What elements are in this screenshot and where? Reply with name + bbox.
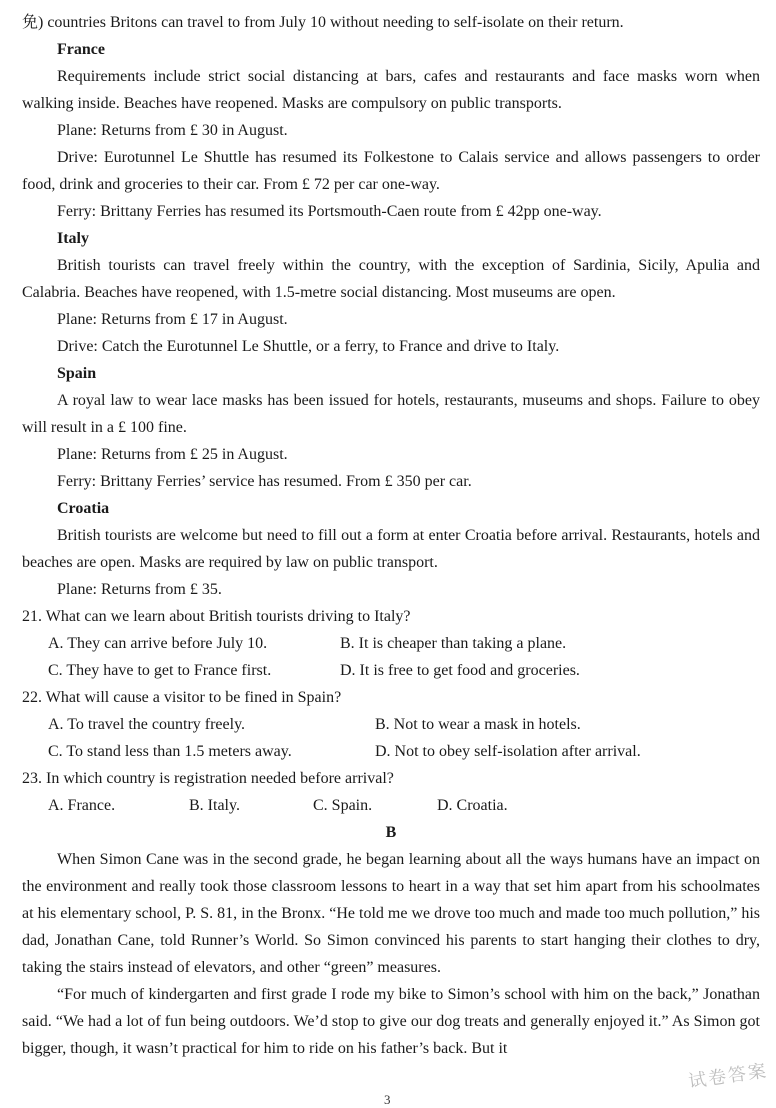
q23-option-d[interactable]: D. Croatia. [437, 797, 508, 814]
question-23-options-row [22, 792, 760, 819]
question-21-options-row1 [22, 630, 760, 657]
italy-drive: Drive: Catch the Eurotunnel Le Shuttle, or a ferry, to France and drive to Italy. [57, 338, 560, 355]
section-b-paragraph-1: When Simon Cane was in the second grade, he began learning about all the ways humans have an impact on the environment and really took those classroom lessons to heart in a way that set him apart from his schoolmates at his elementary school, P. S. 81, in the Bronx. “He told me we drove too much and made too much pollution,” his dad, Jonathan Cane, told Runner’s World. So Simon convinced his parents to start hanging their clothes to dry, taking the stairs instead of elevators, and other “green” measures. [22, 851, 760, 976]
section-b-title: B [385, 824, 397, 841]
question-21-options-row2 [22, 657, 760, 684]
q22-option-c[interactable]: C. To stand less than 1.5 meters away. [48, 743, 292, 760]
heading-italy: Italy [57, 230, 89, 247]
q21-option-b[interactable]: B. It is cheaper than taking a plane. [340, 635, 567, 652]
intro-line: 免) countries Britons can travel to from July 10 without needing to self-isolate on their return. [22, 14, 624, 31]
q23-option-b[interactable]: B. Italy. [189, 797, 240, 814]
page-number: 3 [384, 1092, 391, 1107]
q22-option-a[interactable]: A. To travel the country freely. [48, 716, 246, 733]
question-22-options-row1 [22, 711, 760, 738]
q21-option-c[interactable]: C. They have to get to France first. [48, 662, 272, 679]
document-page [22, 9, 760, 1062]
heading-france: France [57, 41, 105, 58]
spain-plane: Plane: Returns from £ 25 in August. [57, 446, 288, 463]
france-ferry: Ferry: Brittany Ferries has resumed its Portsmouth-Caen route from £ 42pp one-way. [57, 203, 602, 220]
france-paragraph: Requirements include strict social distancing at bars, cafes and restaurants and face masks worn when walking inside. Beaches have reopened. Masks are compulsory on public transports. [22, 68, 760, 112]
italy-paragraph: British tourists can travel freely within the country, with the exception of Sardinia, Sicily, Apulia and Calabria. Beaches have reopened, with 1.5-metre social distancing. Most museums are open. [22, 257, 760, 301]
q23-option-c[interactable]: C. Spain. [313, 797, 373, 814]
question-23: 23. In which country is registration needed before arrival? [22, 770, 394, 787]
spain-ferry: Ferry: Brittany Ferries’ service has resumed. From £ 350 per car. [57, 473, 472, 490]
france-plane: Plane: Returns from £ 30 in August. [57, 122, 288, 139]
croatia-plane: Plane: Returns from £ 35. [57, 581, 222, 598]
croatia-paragraph: British tourists are welcome but need to fill out a form at enter Croatia before arrival. Restaurants, hotels and beaches are open. Masks are required by law on public transport. [22, 527, 760, 571]
q21-option-a[interactable]: A. They can arrive before July 10. [48, 635, 268, 652]
spain-paragraph: A royal law to wear lace masks has been issued for hotels, restaurants, museums and shops. Failure to obey will result in a £ 100 fine. [22, 392, 760, 436]
question-21: 21. What can we learn about British tourists driving to Italy? [22, 608, 411, 625]
q21-option-d[interactable]: D. It is free to get food and groceries. [340, 662, 580, 679]
q23-option-a[interactable]: A. France. [48, 797, 116, 814]
heading-croatia: Croatia [57, 500, 110, 517]
watermark-logo: 试卷答案 [687, 1060, 770, 1093]
france-drive: Drive: Eurotunnel Le Shuttle has resumed its Folkestone to Calais service and allows passengers to order food, drink and groceries to their car. From £ 72 per car one-way. [22, 149, 760, 193]
question-22-options-row2 [22, 738, 760, 765]
q22-option-d[interactable]: D. Not to obey self-isolation after arrival. [375, 743, 641, 760]
question-22: 22. What will cause a visitor to be fined in Spain? [22, 689, 342, 706]
section-b-paragraph-2: “For much of kindergarten and first grade I rode my bike to Simon’s school with him on the back,” Jonathan said. “We had a lot of fun being outdoors. We’d stop to give our dog treats and generally enjoyed it.” As Simon got bigger, though, it wasn’t practical for him to ride on his father’s back. But it [22, 986, 760, 1057]
italy-plane: Plane: Returns from £ 17 in August. [57, 311, 288, 328]
heading-spain: Spain [57, 365, 97, 382]
q22-option-b[interactable]: B. Not to wear a mask in hotels. [375, 716, 581, 733]
